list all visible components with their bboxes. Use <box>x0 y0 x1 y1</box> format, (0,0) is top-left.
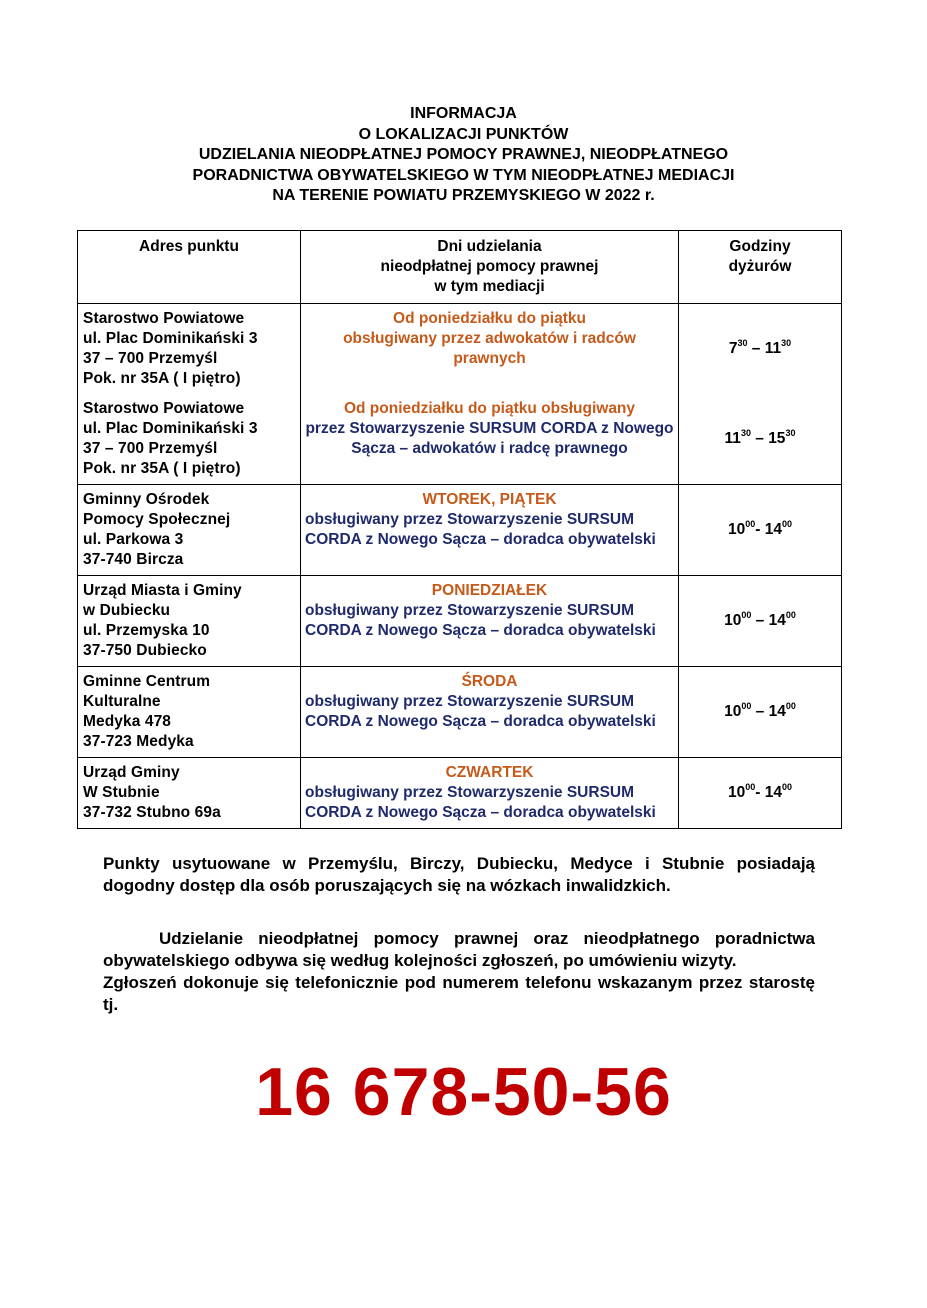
days-highlight: WTOREK, PIĄTEK <box>422 491 557 508</box>
days-highlight: CZWARTEK <box>445 764 534 781</box>
hours-cell: $10^{00} - 14^{00}$ <box>679 667 842 758</box>
days-detail: obsługiwany przez Stowarzyszenie SURSUM CORDA z Nowego Sącza – doradca obywatelski <box>305 602 656 639</box>
days-highlight: Od poniedziałku do piątku obsługiwany <box>343 400 636 417</box>
header-line: NA TERENIE POWIATU PRZEMYSKIEGO W 2022 r. <box>272 187 655 204</box>
days-cell <box>301 394 679 485</box>
table-row <box>78 576 842 667</box>
days-detail: obsługiwany przez Stowarzyszenie SURSUM CORDA z Nowego Sącza – doradca obywatelski <box>305 693 656 730</box>
table-row <box>78 667 842 758</box>
address-cell: Gminne Centrum Kulturalne Medyka 478 37-723 Medyka <box>78 667 301 758</box>
accessibility-note: Punkty usytuowane w Przemyślu, Birczy, Dubiecku, Medyce i Stubnie posiadają dogodny dostęp dla osób poruszających się na wózkach inwalidzkich. <box>103 854 815 895</box>
days-detail: przez Stowarzyszenie SURSUM CORDA z Nowego Sącza – adwokatów i radcę prawnego <box>305 420 674 457</box>
header-line: O LOKALIZACJI PUNKTÓW <box>358 125 569 143</box>
days-detail: obsługiwany przez Stowarzyszenie SURSUM CORDA z Nowego Sącza – doradca obywatelski <box>305 784 656 821</box>
address-cell: Urząd Miasta i Gminy w Dubiecku ul. Przemyska 10 37-750 Dubiecko <box>78 576 301 667</box>
days-cell <box>301 758 679 829</box>
days-cell <box>301 304 679 395</box>
appointment-section <box>103 928 815 1016</box>
address-cell: Starostwo Powiatowe ul. Plac Dominikański 3 37 – 700 Przemyśl Pok. nr 35A ( I piętro) <box>78 304 301 395</box>
locations-table <box>77 230 842 829</box>
header-line: PORADNICTWA OBYWATELSKIEGO W TYM NIEODPŁATNEJ MEDIACJI <box>192 166 735 184</box>
notes-section <box>103 853 815 897</box>
days-highlight: ŚRODA <box>461 673 518 690</box>
table-header-row <box>78 231 842 304</box>
hours-cell: $7^{30} - 11^{30}$ <box>679 304 842 395</box>
column-header-hours: Godziny dyżurów <box>679 231 842 304</box>
days-detail: obsługiwany przez Stowarzyszenie SURSUM CORDA z Nowego Sącza – doradca obywatelski <box>305 511 656 548</box>
document-header <box>0 104 927 207</box>
days-cell <box>301 576 679 667</box>
days-detail: obsługiwany przez adwokatów i radców prawnych <box>343 330 636 367</box>
days-highlight: Od poniedziałku do piątku <box>393 310 586 327</box>
table-row <box>78 485 842 576</box>
address-cell: Gminny Ośrodek Pomocy Społecznej ul. Parkowa 3 37-740 Bircza <box>78 485 301 576</box>
hours-cell: $11^{30} - 15^{30}$ <box>679 394 842 485</box>
hours-cell: $10^{00}-$ $14^{00}$ <box>679 758 842 829</box>
days-highlight: PONIEDZIAŁEK <box>431 582 548 599</box>
address-cell: Urząd Gminy W Stubnie 37-732 Stubno 69a <box>78 758 301 829</box>
table-row <box>78 394 842 485</box>
header-line: INFORMACJA <box>410 105 517 122</box>
days-cell <box>301 485 679 576</box>
days-cell <box>301 667 679 758</box>
address-cell: Starostwo Powiatowe ul. Plac Dominikański 3 37 – 700 Przemyśl Pok. nr 35A ( I piętro) <box>78 394 301 485</box>
column-header-address: Adres punktu <box>78 231 301 304</box>
table-row <box>78 758 842 829</box>
column-header-days: Dni udzielania nieodpłatnej pomocy prawnej w tym mediacji <box>301 231 679 304</box>
phone-info-note: Zgłoszeń dokonuje się telefonicznie pod numerem telefonu wskazanym przez starostę tj. <box>103 973 815 1014</box>
hours-cell: $10^{00} - 14^{00}$ <box>679 576 842 667</box>
phone-number: 16 678-50-56 <box>255 1054 672 1130</box>
hours-cell: $10^{00}-$ $14^{00}$ <box>679 485 842 576</box>
header-line: UDZIELANIA NIEODPŁATNEJ POMOCY PRAWNEJ, NIEODPŁATNEGO <box>198 146 729 163</box>
appointment-note: Udzielanie nieodpłatnej pomocy prawnej oraz nieodpłatnego poradnictwa obywatelskiego odbywa się według kolejności zgłoszeń, po umówieniu wizyty. <box>103 929 815 970</box>
table-row <box>78 304 842 395</box>
